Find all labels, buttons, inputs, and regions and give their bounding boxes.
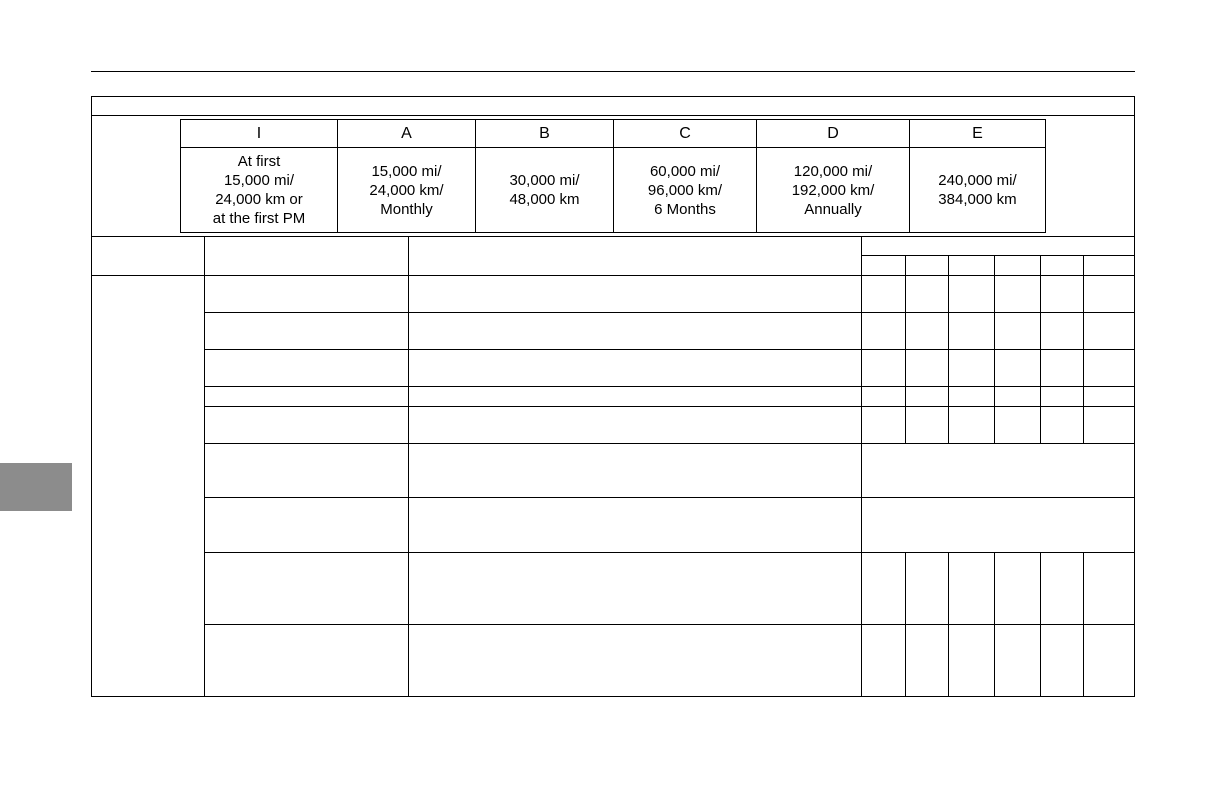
title-row-divider bbox=[91, 115, 1135, 116]
legend-interval-b: 30,000 mi/ 48,000 km bbox=[509, 172, 580, 208]
column-divider bbox=[861, 236, 862, 696]
interval-subheader-divider bbox=[861, 255, 1135, 256]
legend-code-i: I bbox=[256, 125, 262, 142]
legend-code-a: A bbox=[401, 125, 412, 142]
header-bottom-divider bbox=[91, 275, 1135, 276]
section-tab bbox=[0, 463, 72, 511]
legend-interval-i: At first 15,000 mi/ 24,000 km or at the first PM bbox=[212, 153, 306, 227]
legend-code-d: D bbox=[827, 125, 839, 142]
legend-code-b: B bbox=[539, 125, 550, 142]
legend-interval-d: 120,000 mi/ 192,000 km/ Annually bbox=[791, 162, 875, 218]
legend-interval-e: 240,000 mi/ 384,000 km bbox=[938, 172, 1017, 208]
column-divider bbox=[204, 236, 205, 696]
legend-interval-a: 15,000 mi/ 24,000 km/ Monthly bbox=[369, 162, 444, 218]
legend-interval-c: 60,000 mi/ 96,000 km/ 6 Months bbox=[647, 162, 723, 218]
table-row-divider bbox=[204, 624, 1135, 625]
table-row-divider bbox=[204, 312, 1135, 313]
interval-legend bbox=[180, 119, 1046, 233]
legend-code-e: E bbox=[972, 125, 983, 142]
table-row-divider bbox=[204, 443, 1135, 444]
table-row-divider bbox=[204, 552, 1135, 553]
table-row-divider bbox=[204, 349, 1135, 350]
legend-bottom-divider bbox=[91, 236, 1135, 237]
table-row-divider bbox=[204, 497, 1135, 498]
header-rule bbox=[91, 71, 1135, 72]
table-row-divider bbox=[204, 406, 1135, 407]
column-divider bbox=[408, 236, 409, 696]
table-row-divider bbox=[204, 386, 1135, 387]
legend-code-c: C bbox=[679, 125, 691, 142]
